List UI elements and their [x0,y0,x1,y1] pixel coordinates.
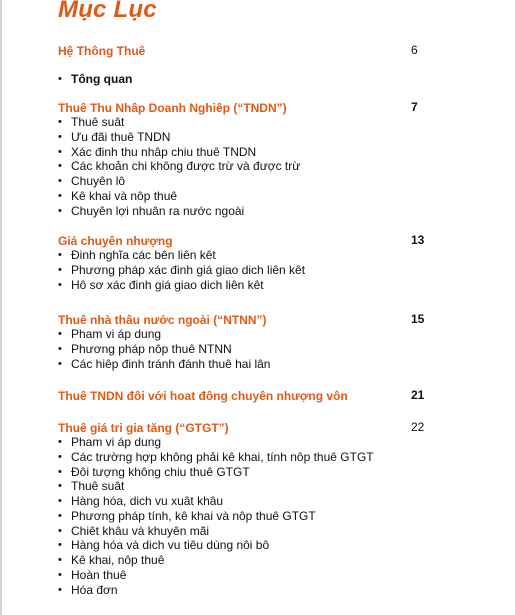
toc-item[interactable] [58,435,438,450]
toc-page-number: 21 [411,388,425,402]
toc-item[interactable] [58,450,438,465]
toc-item-label: Tông quan [71,72,133,86]
bullet-icon: • [58,145,62,158]
toc-section-transfer-pricing [58,233,438,292]
page-left-border [0,0,2,615]
toc-item-label: Xác đinh thu nhâp chiu thuê TNDN [71,144,257,159]
toc-page-number: 13 [411,233,425,247]
toc-item-list [58,435,438,597]
toc-item[interactable] [58,327,438,342]
toc-item[interactable] [58,248,438,263]
bullet-icon: • [58,73,62,85]
bullet-icon: • [58,554,62,566]
toc-section-header[interactable] [58,420,438,435]
bullet-icon: • [58,160,62,173]
toc-section-fct [58,312,438,371]
bullet-icon: • [58,263,62,276]
toc-section-header[interactable] [58,312,438,327]
toc-item-label: Hô sơ xác đinh giá giao dich liên kêt [71,277,264,292]
bullet-icon: • [58,568,62,581]
toc-item-label: Phương pháp xác đinh giá giao dich liên kêt [71,262,306,277]
toc-item-label: Pham vi áp dung [71,435,162,449]
toc-item[interactable] [58,465,438,480]
bullet-icon: • [58,450,62,463]
toc-item[interactable] [58,145,438,160]
toc-page-number: 7 [411,100,418,114]
page-title: Mục Lục [58,0,157,23]
toc-section-vat [58,420,438,597]
toc-section-title[interactable]: Thuê nhà thâu nước ngoài (“NTNN”) [58,313,267,327]
toc-section-title[interactable]: Thuê TNDN đôi với hoat đông chuyên nhượng vôn [58,389,348,403]
toc-section-title[interactable]: Giá chuyên nhượng [58,234,173,248]
toc-item-label: Hóa đơn [71,582,118,597]
toc-item-label: Pham vi áp dung [71,327,162,341]
bullet-icon: • [58,189,62,202]
toc-item[interactable] [58,524,438,539]
bullet-icon: • [58,130,62,143]
toc-page-number: 22 [411,420,425,434]
toc-section-title[interactable]: Thuê giá tri gia tăng (“GTGT”) [58,421,229,435]
toc-item[interactable] [58,263,438,278]
toc-section-capital-transfer [58,388,438,403]
bullet-icon: • [58,539,62,552]
toc-item[interactable] [58,357,438,372]
toc-item-label: Hoàn thuê [71,567,127,582]
bullet-icon: • [58,436,62,448]
toc-item-label: Chuyên lô [71,174,126,188]
toc-page-number: 6 [411,43,418,57]
toc-item[interactable] [58,568,438,583]
toc-item-label: Phương pháp tính, kê khai và nôp thuê GTGT [71,508,316,523]
bullet-icon: • [58,175,62,187]
bullet-icon: • [58,524,62,537]
toc-item[interactable] [58,278,438,293]
toc-item-label: Chiêt khâu và khuyên mãi [71,523,210,538]
toc-section-tax-system [58,43,438,58]
bullet-icon: • [58,278,62,291]
toc-item[interactable] [58,553,438,568]
toc-section-title[interactable]: Thuê Thu Nhâp Doanh Nghiêp (“TNDN”) [58,101,287,115]
toc-item[interactable] [58,204,438,219]
toc-item-label: Đôi tượng không chiu thuê GTGT [71,464,250,479]
toc-item-list [58,248,438,292]
toc-item[interactable] [58,115,438,130]
bullet-icon: • [58,116,62,128]
toc-item[interactable] [58,538,438,553]
toc-section-header[interactable] [58,100,438,115]
bullet-icon: • [58,509,62,522]
toc-section-header[interactable] [58,43,438,58]
toc-item[interactable] [58,494,438,509]
toc-item-label: Đinh nghĩa các bên liên kêt [71,248,216,262]
bullet-icon: • [58,342,62,355]
toc-item-label: Thuê suât [71,115,125,129]
toc-item[interactable] [58,174,438,189]
toc-item-label: Hàng hóa và dich vu tiêu dùng nôi bô [71,538,270,553]
toc-item[interactable] [58,509,438,524]
toc-item-label: Thuê suât [71,479,125,494]
toc-item[interactable] [58,479,438,494]
toc-page-number: 15 [411,312,425,326]
toc-section-header[interactable] [58,233,438,248]
toc-section-header[interactable] [58,388,438,403]
toc-item-label: Hàng hóa, dich vu xuât khâu [71,494,224,508]
toc-item-list [58,115,438,218]
toc-item-list [58,327,438,371]
bullet-icon: • [58,465,62,478]
toc-item-label: Ưu đãi thuê TNDN [71,129,171,144]
bullet-icon: • [58,204,62,217]
toc-item-label: Kê khai và nôp thuê [71,188,178,203]
toc-item-label: Các hiêp đinh tránh đánh thuê hai lân [71,356,271,371]
toc-item[interactable] [58,130,438,145]
toc-section-title[interactable]: Hệ Thông Thuê [58,44,146,58]
toc-item-label: Các trường hợp không phải kê khai, tính nôp thuê GTGT [71,449,374,464]
bullet-icon: • [58,583,62,596]
bullet-icon: • [58,495,62,507]
bullet-icon: • [58,328,62,340]
bullet-icon: • [58,249,62,261]
toc-item[interactable] [58,583,438,598]
toc-item[interactable] [58,189,438,204]
toc-section-cit [58,100,438,218]
toc-item[interactable] [58,159,438,174]
toc-item-overview[interactable] [58,72,132,87]
toc-item-label: Kê khai, nôp thuê [71,553,165,567]
toc-item-label: Các khoản chi không được trừ và được trừ [71,159,301,174]
toc-item-label: Phương pháp nôp thuê NTNN [71,341,232,356]
toc-item-label: Chuyên lợi nhuân ra nước ngoài [71,203,245,218]
toc-item[interactable] [58,342,438,357]
bullet-icon: • [58,357,62,370]
bullet-icon: • [58,480,62,493]
